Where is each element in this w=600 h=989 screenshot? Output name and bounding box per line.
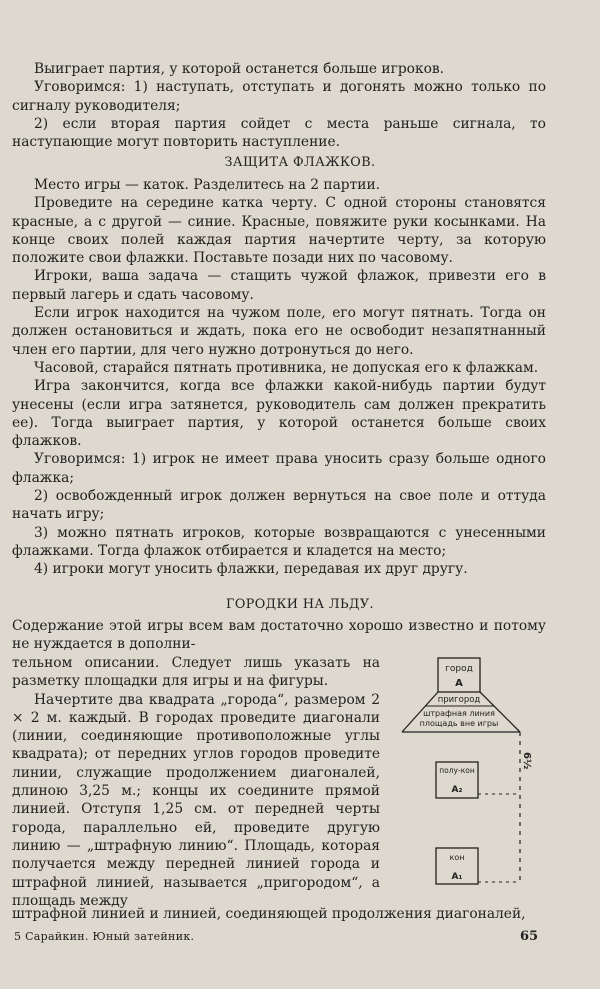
section-title: ЗАЩИТА ФЛАЖКОВ. (224, 155, 376, 170)
paragraph: 3) можно пятнать игроков, которые возвращаются с унесенными флажками. Тогда флажок отбирается и кладется на место; (12, 524, 546, 559)
distance-label: 6½ (521, 752, 532, 770)
paragraph: Проведите на середине катка черту. С одной стороны становятся красные, а с другой — синие. Красные, повяжите руки косынками. На конце своих полей каждая партия начертите черту, за которую положите свои флажки. Поставьте позади них по часовому. (12, 195, 546, 267)
paragraph: Место игры — каток. Разделитесь на 2 партии. (34, 177, 381, 193)
paragraph: Уговоримся: 1) игрок не имеет права уносить сразу больше одного флажка; (12, 451, 546, 486)
section-2-intro (12, 617, 546, 654)
footer-signature: 5 Сарайкин. Юный затейник. (14, 930, 195, 943)
paragraph: Игроки, ваша задача — стащить чужой флажок, привезти его в первый лагерь и сдать часовому. (12, 268, 546, 303)
section-1-text (12, 176, 546, 579)
vne-label: площадь вне игры (419, 719, 499, 728)
paragraph: Начертите два квадрата „города“, размером 2 × 2 м. каждый. В городах проведите диагонали (линии, соединяющие противоположные углы квадрата); от передних углов городов проведите линии, служащие продолжением диагоналей, длиною 3,25 м.; концы их соедините прямой линией. Отступя 1,25 см. от передней черты города, параллельно ей, проведите другую линию — „штрафную линию“. Площадь, которая получается между передней линией города и штрафной линией, называется „пригородом“, а площадь между (12, 691, 380, 909)
paragraph: Если игрок находится на чужом поле, его могут пятнать. Тогда он должен остановиться и ждать, пока его не освободит незапятнанный член его партии, для чего нужно дотронуться до него. (12, 305, 546, 358)
paragraph: штрафной линией и линией, соединяющей продолжения диагоналей, (12, 906, 526, 922)
paragraph: Часовой, старайся пятнать противника, не допуская его к флажкам. (34, 359, 539, 376)
section-title: ГОРОДКИ НА ЛЬДУ. (226, 597, 374, 612)
shtraf-label: штрафная линия (423, 709, 495, 718)
page-number: 65 (520, 929, 539, 944)
section-2-text (12, 654, 380, 910)
prigorod-label: пригород (437, 695, 481, 705)
gorod-letter: А (455, 678, 463, 689)
paragraph: 4) игроки могут уносить флажки, передавая их друг другу. (34, 561, 468, 578)
paragraph: Уговоримся: 1) наступать, отступать и догонять можно только по сигналу руководителя; (12, 79, 546, 114)
paragraph: 2) освобожденный игрок должен вернуться на свое поле и оттуда начать игру; (12, 488, 546, 523)
section-2-last-line (12, 905, 546, 923)
paragraph: Выиграет партия, у которой останется больше игроков. (34, 61, 445, 77)
polukon-letter: А₂ (451, 785, 463, 795)
paragraph: Игра закончится, когда все флажки какой-нибудь партии будут унесены (если игра затянется, руководитель сам должен прекратить ее). Тогда выиграет партия, у которой останется больше своих флажков. (12, 378, 546, 450)
paragraph: 2) если вторая партия сойдет с места раньше сигнала, то наступающие могут повторить наступление. (12, 115, 546, 151)
kon-label: кон (449, 853, 465, 862)
gorodki-field-diagram (396, 652, 546, 902)
gorod-label: город (445, 664, 473, 674)
paragraph: Содержание этой игры всем вам достаточно хорошо известно и потому не нуждается в дополни- (12, 618, 546, 653)
paragraph: тельном описании. Следует лишь указать на разметку площадки для игры и на фигуры. (12, 655, 380, 690)
top-text-block (12, 60, 546, 151)
kon-letter: А₁ (451, 872, 463, 882)
polukon-label: полу-кон (439, 766, 475, 775)
